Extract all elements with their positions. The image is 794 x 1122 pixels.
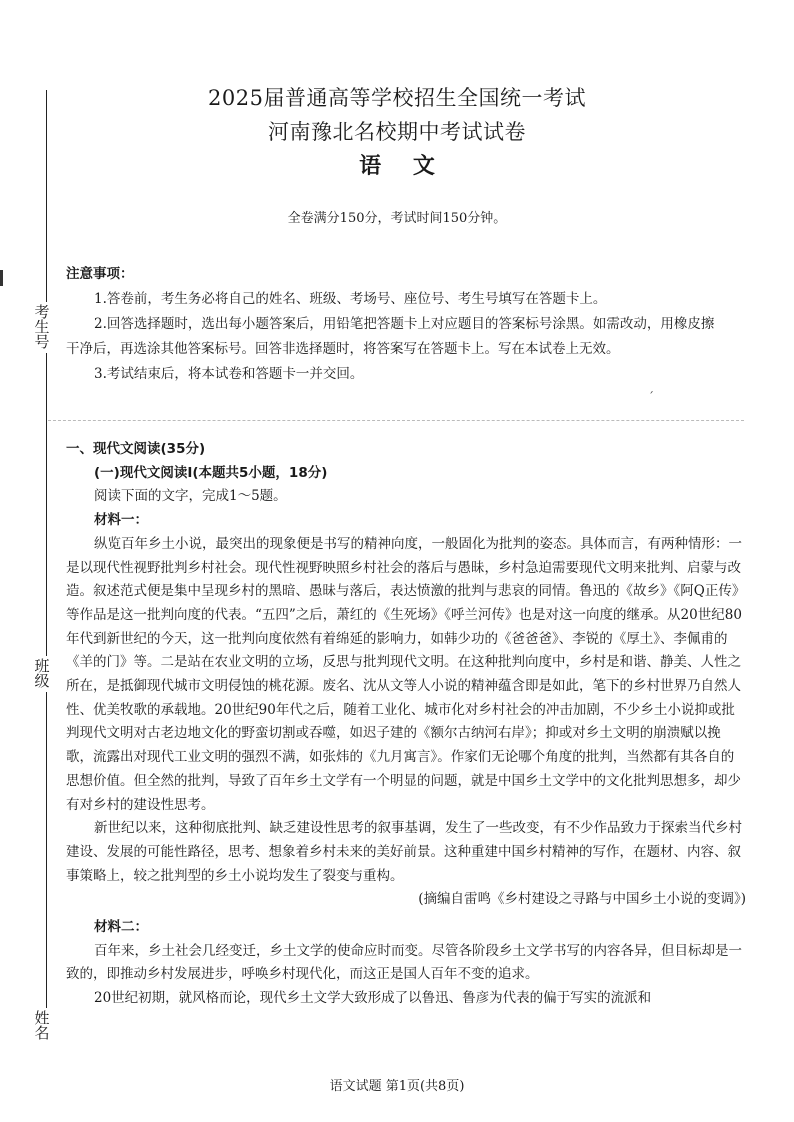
reading-section <box>66 438 746 1011</box>
section-heading: 一、现代文阅读(35分) <box>66 441 206 457</box>
section-divider <box>48 420 744 421</box>
material1-paragraph: 纵览百年乡土小说，最突出的现象便是书写的精神向度，一般固化为批判的姿态。具体而言，有两种情形：一是以现代性视野批判乡村社会。现代性视野映照乡村社会的落后与愚昧，乡村急迫需要现代文明来批判、启蒙与改造。叙述范式便是集中呈现乡村的黑暗、愚昧与落后，表达愤激的批判与悲哀的同情。鲁迅的《故乡》《阿Q正传》等作品是这一批判向度的代表。“五四”之后，萧红的《生死场》《呼兰河传》也是对这一向度的继承。从20世纪80年代到新世纪的今天，这一批判向度依然有着绵延的影响力，如韩少功的《爸爸爸》、李锐的《厚土》、李佩甫的《羊的门》等。二是站在农业文明的立场，反思与批判现代文明。在这种批判向度中，乡村是和谐、静美、人性之所在，是抵御现代城市文明侵蚀的桃花源。废名、沈从文等人小说的精神蕴含即是如此，笔下的乡村世界乃自然人性、优美牧歌的承载地。20世纪90年代之后，随着工业化、城市化对乡村社会的冲击加剧，不少乡土小说抑或批判现代文明对古老边地文化的野蛮切割或吞噬，如迟子建的《额尔古纳河右岸》；抑或对乡土文明的崩溃赋以挽歌，流露出对现代工业文明的强烈不满，如张炜的《九月寓言》。作家们无论哪个角度的批判，当然都有其各自的思想价值。但全然的批判，导致了百年乡土文学有一个明显的问题，就是中国乡土文学中的文化批判思想多，却少有对乡村的建设性思考。 <box>66 535 746 813</box>
material2-paragraph: 百年来，乡土社会几经变迁，乡土文学的使命应时而变。尽管各阶段乡土文学书写的内容各异，但目标却是一致的，即推动乡村发展进步，呼唤乡村现代化，而这正是国人百年不变的追求。 <box>66 942 742 983</box>
exam-number-label: 考生号 <box>34 303 50 351</box>
notice-item: 2.回答选择题时，选出每小题答案后，用铅笔把答题卡上对应题目的答案标号涂黑。如需改动，用橡皮擦干净后，再选涂其他答案标号。回答非选择题时，将答案写在答题卡上。写在本试卷上无效。 <box>66 316 715 357</box>
notice-section <box>66 262 726 387</box>
exam-title: 2025届普通高等学校招生全国统一考试 <box>208 86 586 110</box>
notice-heading: 注意事项： <box>66 266 134 282</box>
name-label: 姓名 <box>34 1009 50 1042</box>
exam-header <box>0 85 794 181</box>
material2-label: 材料二： <box>94 919 148 936</box>
binding-margin-line <box>46 90 47 1020</box>
subsection-heading: (一)现代文阅读Ⅰ(本题共5小题，18分) <box>94 464 328 481</box>
material1-paragraph: 新世纪以来，这种彻底批判、缺乏建设性思考的叙事基调，发生了一些改变，有不少作品致力于探索当代乡村建设、发展的可能性路径，思考、想象着乡村未来的美好前景。这种重建中国乡村精神的写作，在题材、内容、叙事策略上，较之批判型的乡土小说均发生了裂变与重构。 <box>66 820 742 884</box>
page-footer: 语文试题 第1页(共8页) <box>329 1079 465 1094</box>
notice-item: 3.考试结束后，将本试卷和答题卡一并交回。 <box>94 366 364 382</box>
instruction: 阅读下面的文字，完成1～5题。 <box>94 488 287 505</box>
class-label: 班级 <box>34 657 50 690</box>
pen-mark: ˊ <box>648 390 654 404</box>
notice-item: 1.答卷前，考生务必将自己的姓名、班级、考场号、座位号、考生号填写在答题卡上。 <box>94 291 607 307</box>
material1-source: (摘编自雷鸣《乡村建设之寻路与中国乡土小说的变调》) <box>418 891 746 908</box>
material2-paragraph: 20世纪初期，就风格而论，现代乡土文学大致形成了以鲁迅、鲁彦为代表的偏于写实的流派和 <box>94 990 652 1007</box>
scan-edge-mark <box>0 270 3 286</box>
material1-label: 材料一： <box>94 512 148 529</box>
exam-subtitle: 河南豫北名校期中考试试卷 <box>268 120 526 144</box>
subject-title: 语 文 <box>359 154 447 179</box>
score-note: 全卷满分150分，考试时间150分钟。 <box>287 211 507 226</box>
